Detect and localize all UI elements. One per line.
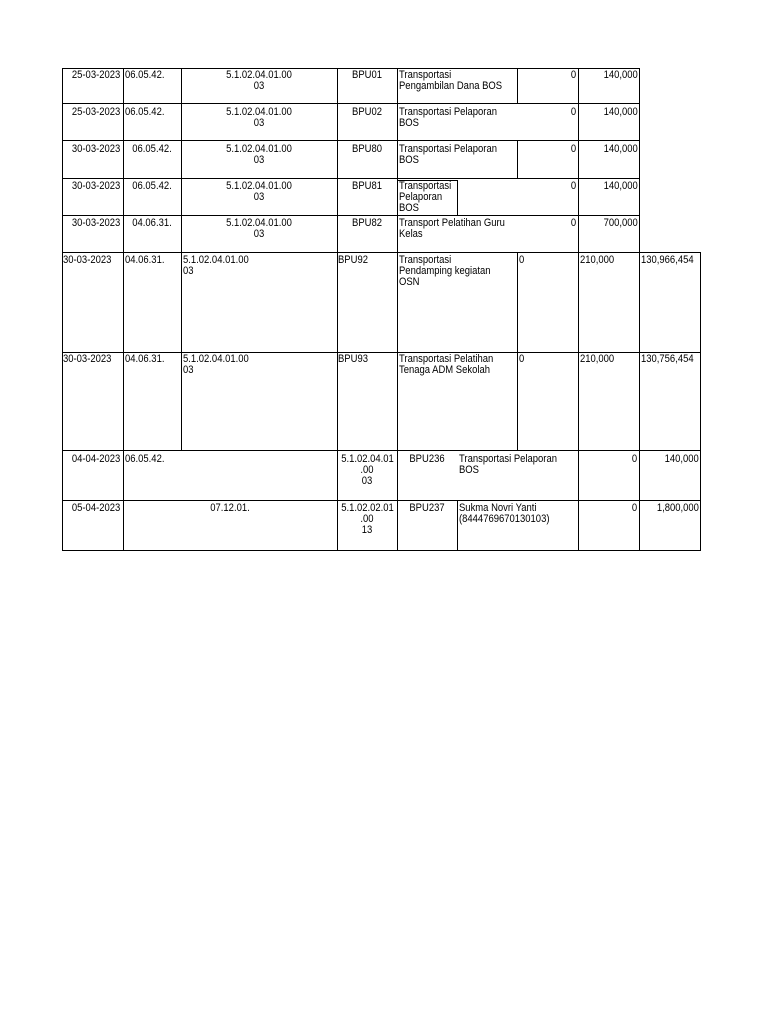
cell-debit: 0 — [570, 69, 576, 81]
cell-date: 30-03-2023 — [63, 254, 112, 266]
cell-debit: 0 — [570, 106, 576, 118]
cell-credit: 700,000 — [603, 217, 638, 229]
cell-description: Sukma Novri Yanti (8444769670130103) — [459, 502, 550, 525]
cell-account: 5.1.02.04.01 .00 03 — [341, 453, 394, 487]
cell-balance: 130,966,454 — [641, 254, 694, 266]
cell-description: Transportasi Pelaporan BOS — [459, 453, 557, 476]
cell-date: 30-03-2023 — [71, 180, 120, 192]
cell-description: Transportasi Pelaporan BOS — [399, 180, 452, 214]
cell-balance: 1,800,000 — [656, 502, 699, 514]
grid-line — [62, 215, 640, 216]
cell-account: 5.1.02.02.01 .00 13 — [341, 502, 394, 536]
cell-bpu: BPU93 — [338, 353, 368, 365]
cell-date: 05-04-2023 — [71, 502, 120, 514]
cell-balance: 140,000 — [664, 453, 699, 465]
grid-line — [62, 252, 701, 253]
grid-line — [578, 68, 579, 551]
grid-line — [397, 68, 398, 551]
cell-account: 5.1.02.04.01.00 03 — [226, 217, 292, 240]
grid-line — [337, 68, 338, 551]
cell-description: Transportasi Pengambilan Dana BOS — [399, 69, 503, 92]
cell-description: Transportasi Pelatihan Tenaga ADM Sekolah — [399, 353, 494, 376]
cell-code: 06.05.42. — [125, 69, 165, 81]
cell-bpu: BPU02 — [352, 106, 382, 118]
cell-bpu: BPU237 — [409, 502, 445, 514]
cell-debit: 0 — [631, 453, 637, 465]
grid-line — [62, 450, 701, 451]
cell-code: 06.05.42. — [125, 453, 165, 465]
cell-date: 30-03-2023 — [71, 143, 120, 155]
cell-date: 30-03-2023 — [63, 353, 112, 365]
cell-debit: 0 — [519, 254, 525, 266]
cell-account: 5.1.02.04.01.00 03 — [183, 353, 249, 376]
cell-date: 25-03-2023 — [71, 106, 120, 118]
cell-bpu: BPU82 — [352, 217, 382, 229]
grid-line — [517, 140, 518, 178]
grid-line — [457, 500, 458, 551]
grid-line — [62, 550, 701, 551]
cell-debit: 0 — [519, 353, 525, 365]
cell-bpu: BPU236 — [409, 453, 445, 465]
grid-line — [700, 252, 701, 551]
grid-line — [62, 500, 701, 501]
cell-bpu: BPU92 — [338, 254, 368, 266]
grid-line — [517, 252, 518, 451]
cell-bpu: BPU01 — [352, 69, 382, 81]
cell-credit: 210,000 — [580, 254, 615, 266]
grid-line — [62, 68, 63, 551]
cell-account: 5.1.02.04.01.00 03 — [226, 143, 292, 166]
cell-debit: 0 — [631, 502, 637, 514]
cell-credit: 140,000 — [603, 69, 638, 81]
cell-debit: 0 — [570, 217, 576, 229]
grid-line — [517, 68, 518, 103]
cell-credit: 140,000 — [603, 143, 638, 155]
cell-bpu: BPU81 — [352, 180, 382, 192]
cell-description: Transportasi Pelaporan BOS — [399, 106, 497, 129]
cell-description: Transportasi Pelaporan BOS — [399, 143, 497, 166]
grid-line — [397, 215, 458, 216]
cell-account: 5.1.02.04.01.00 03 — [183, 254, 249, 277]
cell-account: 5.1.02.04.01.00 03 — [226, 69, 292, 92]
cell-balance: 130,756,454 — [641, 353, 694, 365]
ledger-sheet — [62, 68, 702, 552]
cell-code: 04.06.31. — [125, 254, 165, 266]
grid-line — [62, 103, 640, 104]
cell-code: 04.06.31. — [132, 217, 172, 229]
cell-credit: 140,000 — [603, 180, 638, 192]
grid-line — [639, 68, 640, 551]
grid-line — [457, 180, 458, 216]
cell-code: 06.05.42. — [132, 143, 172, 155]
cell-debit: 0 — [570, 143, 576, 155]
cell-date: 04-04-2023 — [71, 453, 120, 465]
grid-line — [62, 178, 640, 179]
cell-bpu: BPU80 — [352, 143, 382, 155]
grid-line — [62, 140, 640, 141]
cell-description: Transportasi Pendamping kegiatan OSN — [399, 254, 491, 288]
cell-debit: 0 — [570, 180, 576, 192]
grid-line — [123, 68, 124, 551]
cell-account: 5.1.02.04.01.00 03 — [226, 106, 292, 129]
cell-description: Transport Pelatihan Guru Kelas — [399, 217, 505, 240]
cell-code: 04.06.31. — [125, 353, 165, 365]
cell-credit: 210,000 — [580, 353, 615, 365]
grid-line — [181, 68, 182, 451]
cell-account: 5.1.02.04.01.00 03 — [226, 180, 292, 203]
cell-credit: 140,000 — [603, 106, 638, 118]
cell-date: 30-03-2023 — [71, 217, 120, 229]
cell-code: 06.05.42. — [132, 180, 172, 192]
cell-code: 06.05.42. — [125, 106, 165, 118]
cell-date: 25-03-2023 — [71, 69, 120, 81]
cell-code: 07.12.01. — [210, 502, 250, 514]
